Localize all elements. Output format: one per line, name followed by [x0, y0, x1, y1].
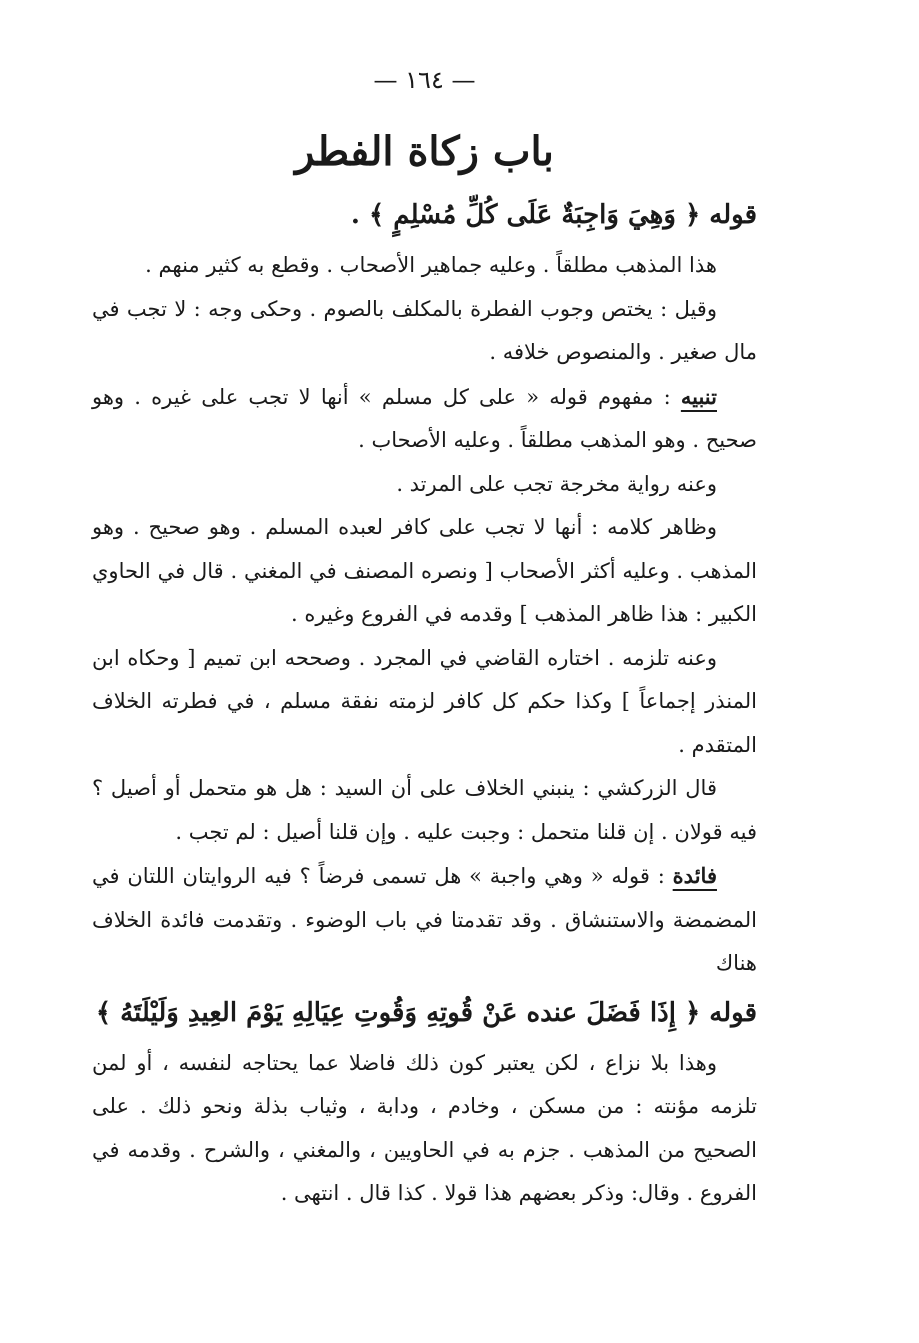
section-heading-text: قوله ﴿ إِذَا فَضَلَ عنده عَنْ قُوتِهِ وَقُوتِ عِيَالِهِ يَوْمَ العِيدِ وَلَيْلَتَهُ ﴾ — [95, 997, 757, 1028]
page-content — [92, 194, 757, 1216]
paragraph-lead-word: تنبيه — [680, 383, 717, 409]
paragraph-text: وهذا بلا نزاع ، لكن يعتبر كون ذلك فاضلا عما يحتاجه لنفسه ، أو لمن تلزمه مؤنته : من مسكن ، وخادم ، ودابة ، وثياب بذلة ونحو ذلك . على الصحيح من المذهب . جزم به في الحاويين ، والمغني ، والشرح . وقدمه في الفروع . وقال: وذكر بعضهم هذا قولا . كذا قال . انتهى . — [92, 1050, 757, 1205]
document-page — [92, 60, 757, 1320]
paragraph — [92, 854, 757, 986]
page-number: — ١٦٤ — — [373, 66, 476, 94]
paragraph-text: : مفهوم قوله « على كل مسلم » أنها لا تجب على غيره . وهو صحيح . وهو المذهب مطلقاً . وعليه الأصحاب . — [92, 384, 757, 452]
paragraph-text: قال الزركشي : ينبني الخلاف على أن السيد : هل هو متحمل أو أصيل ؟ فيه قولان . إن قلنا متحمل : وجبت عليه . وإن قلنا أصيل : لم تجب . — [92, 776, 757, 844]
paragraph — [92, 506, 757, 637]
paragraph — [92, 375, 757, 463]
paragraph-text: هذا المذهب مطلقاً . وعليه جماهير الأصحاب . وقطع به كثير منهم . — [145, 253, 717, 277]
paragraph — [92, 1042, 757, 1216]
paragraph — [92, 288, 757, 375]
section-heading — [92, 194, 757, 236]
paragraph-lead-word: فائدة — [672, 863, 717, 888]
paragraph-text: : قوله « وهي واجبة » هل تسمى فرضاً ؟ فيه الروايتان اللتان في المضمضة والاستنشاق . وقد تقدمتا في باب الوضوء . وتقدمت فائدة الخلاف هناك — [92, 864, 757, 975]
section-heading-text: قوله ﴿ وَهِيَ وَاجِبَةٌ عَلَى كُلِّ مُسْلِمٍ ﴾ . — [350, 200, 757, 230]
paragraph-text: وعنه رواية مخرجة تجب على المرتد . — [396, 471, 717, 496]
paragraph-text: وقيل : يختص وجوب الفطرة بالمكلف بالصوم . وحكى وجه : لا تجب في مال صغير . والمنصوص خلافه . — [92, 296, 757, 364]
paragraph — [92, 244, 757, 288]
chapter-title: باب زكاة الفطر — [295, 128, 554, 175]
paragraph — [92, 637, 757, 768]
paragraph — [92, 463, 757, 507]
paragraph-text: وعنه تلزمه . اختاره القاضي في المجرد . وصححه ابن تميم [ وحكاه ابن المنذر إجماعاً ] وكذا حكم كل كافر لزمته نفقة مسلم ، في فطرته الخلاف المتقدم . — [92, 645, 757, 757]
paragraph — [92, 767, 757, 854]
section-heading — [92, 992, 757, 1034]
paragraph-text: وظاهر كلامه : أنها لا تجب على كافر لعبده المسلم . وهو صحيح . وهو المذهب . وعليه أكثر الأصحاب [ ونصره المصنف في المغني . قال في الحاوي الكبير : هذا ظاهر المذهب ] وقدمه في الفروع وغيره . — [92, 515, 757, 626]
